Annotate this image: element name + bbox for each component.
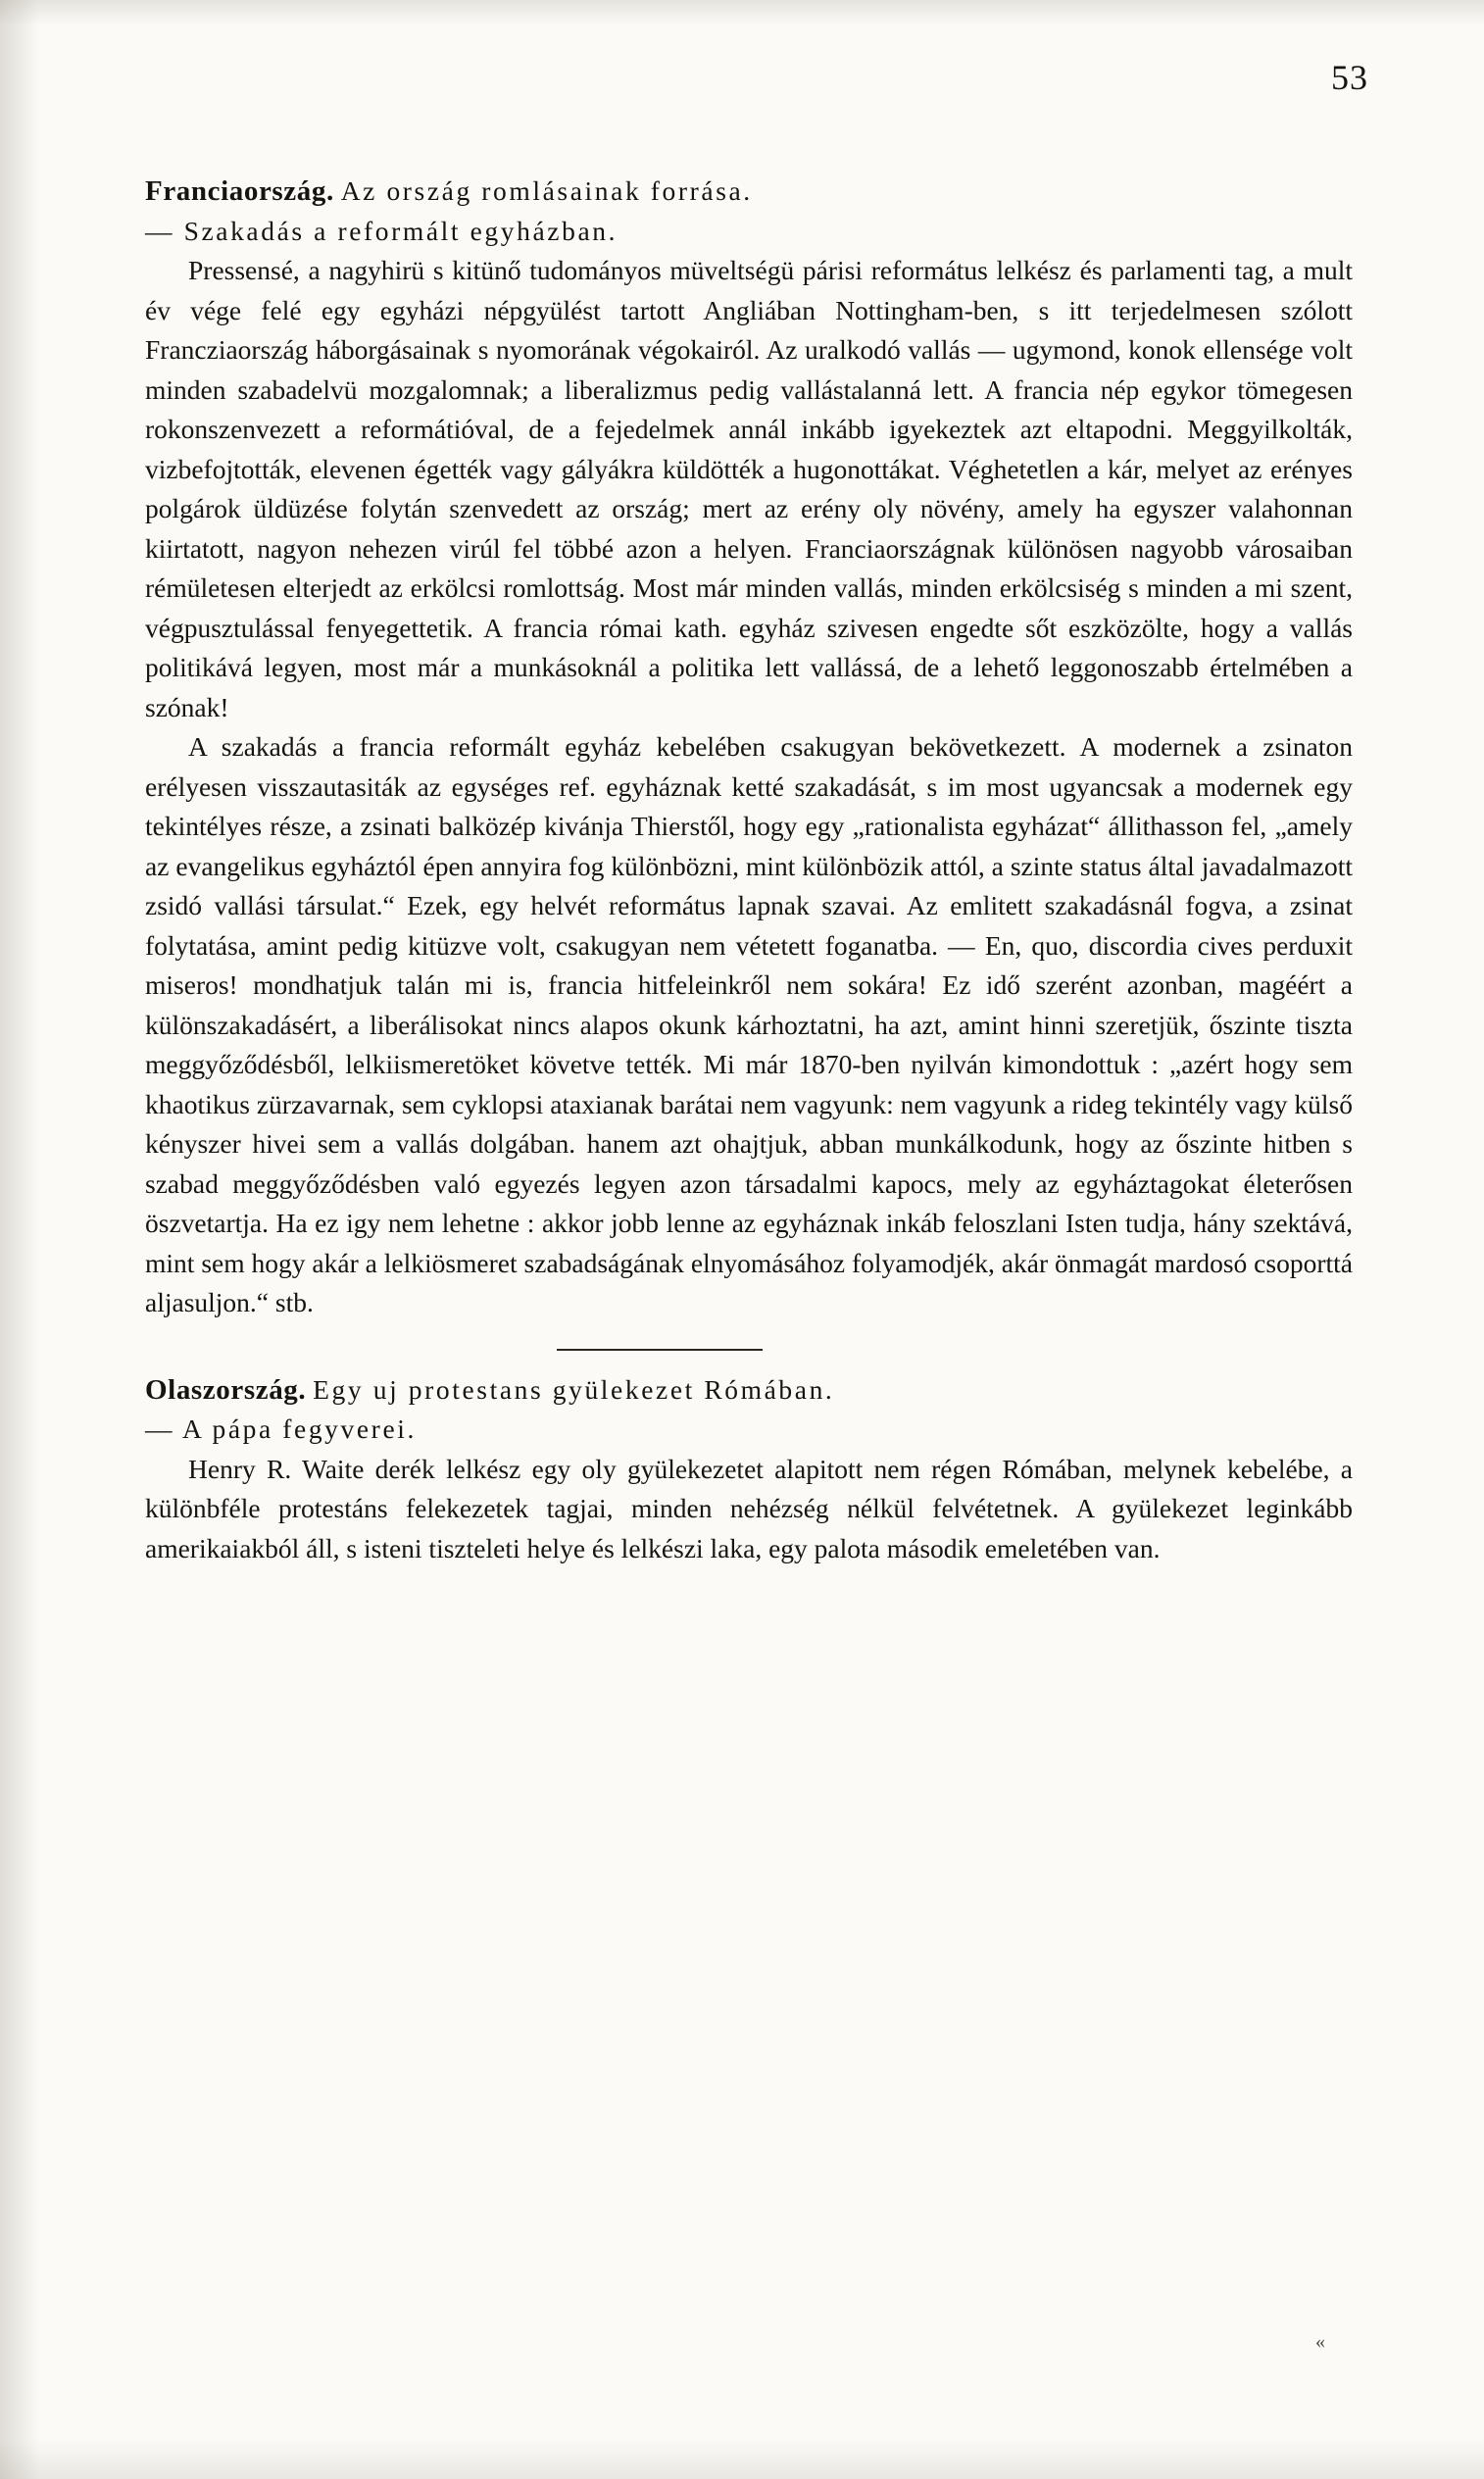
page-edge-shadow-top — [0, 0, 1484, 25]
paragraph-olaszorszag-1: Henry R. Waite derék lelkész egy oly gyülekezetet alapitott nem régen Rómában, melynek kebelébe, a különbféle protestáns felekezetek tagjai, minden nehézség nélkül felvétetnek. A gyülekezet leginkább amerikaiakból áll, s isteni tiszteleti helye és lelkészi laka, egy palota második emeletében van. — [145, 1453, 1353, 1563]
paragraph-franciaorszag-1: Pressensé, a nagyhirü s kitünő tudományos müveltségü párisi református lelkész és parlamenti tag, a mult év vége felé egy egyházi népgyülést tartott Angliában Nottingham-ben, s itt terjedelmesen szólott Francziaország háborgásainak s nyomorának végokairól. Az uralkodó vallás — ugymond, konok ellensége volt minden szabadelvü mozgalomnak; a liberalizmus pedig vallástalanná lett. A francia nép egykor tömegesen rokonszenvezett a reformátióval, de a fejedelmek annál inkább igyekeztek azt eltapodni. Meggyilkolták, vizbefojtották, elevenen égették vagy gályákra küldötték a hugonottákat. Véghetetlen a kár, melyet az erényes polgárok üldüzése folytán szenvedett az ország; mert az erény oly növény, amely ha egyszer valahonnan kiirtatott, nagyon nehezen virúl fel többé azon a helyen. Franciaországnak különösen nagyobb városaiban rémületesen elterjedt az erkölcsi romlottság. Most már minden vallás, minden erkölcsiség s minden a mi szent, végpusztulással fenyegettetik. A francia római kath. egyház szivesen engedte sőt eszközölte, hogy a vallás politikává legyen, most már a munkásoknál a politika lett vallássá, de a lehető leggonoszabb értelmében a szónak! — [145, 255, 1353, 722]
paragraph-franciaorszag-2: A szakadás a francia reformált egyház kebelében csakugyan bekövetkezett. A modernek a zsinaton erélyesen visszautasiták az egységes ref. egyháznak ketté szakadását, s im most ugyancsak a modernek egy tekintélyes része, a zsinati balközép kivánja Thierstől, hogy egy „rationalista egyházat“ állithasson fel, „amely az evangelikus egyháztól épen annyira fog különbözni, mint különbözik attól, a szinte status által javadalmazott zsidó vallási társulat.“ Ezek, egy helvét református lapnak szavai. Az emlitett szakadásnál fogva, a zsinat folytatása, amint pedig kitüzve volt, csakugyan nem vétetett foganatba. — En, quo, discordia cives perduxit miseros! mondhatjuk talán mi is, francia hitfeleinkről nem sokára! Ez idő szerént azonban, magéért a különszakadásért, a liberálisokat nincs alapos okunk kárhoztatni, ha azt, amint hinni szeretjük, őszinte tiszta meggyőződésből, lelkiismeretöket követve tették. Mi már 1870-ben nyilván kimondottuk : „azért hogy sem khaotikus zürzavarnak, sem cyklopsi ataxianak barátai nem vagyunk: nem vagyunk a rideg tekintély vagy külső kényszer hivei sem a vallás dolgában. hanem azt ohajtjuk, abban munkálkodunk, hogy az őszinte hitben s szabad meggyőződésben való egyezés legyen azon társadalmi kapocs, mely az egyháztagokat életerősen öszvetartja. Ha ez igy nem lehetne : akkor jobb lenne az egyháznak inkáb feloszlani Isten tudja, hány szektává, mint sem hogy akár a lelkiösmeret szabadságának elnyomásához folyamodjék, akár önmagát mardosó csoporttá aljasuljon.“ stb. — [145, 731, 1353, 1317]
section-franciaorszag-heading — [145, 172, 1353, 251]
page-edge-shadow-left — [0, 0, 39, 2479]
page-content — [145, 172, 1353, 1568]
section-subtitle2-franciaorszag: — Szakadás a reformált egyházban. — [145, 215, 618, 246]
section-subtitle2-olaszorszag: — A pápa fegyverei. — [145, 1413, 417, 1444]
section-subtitle-olaszorszag: Egy uj protestans gyülekezet Rómában. — [313, 1373, 835, 1405]
section-olaszorszag-heading — [145, 1370, 1353, 1450]
section-title-franciaorszag: Franciaország. — [145, 175, 334, 207]
page-number: 53 — [1331, 58, 1368, 97]
section-title-olaszorszag: Olaszország. — [145, 1373, 307, 1406]
section-divider — [557, 1349, 763, 1351]
page-edge-shadow-bottom — [0, 2440, 1484, 2479]
section-subtitle-franciaorszag: Az ország romlásainak forrása. — [340, 175, 753, 206]
marginal-mark: « — [1315, 2331, 1325, 2353]
